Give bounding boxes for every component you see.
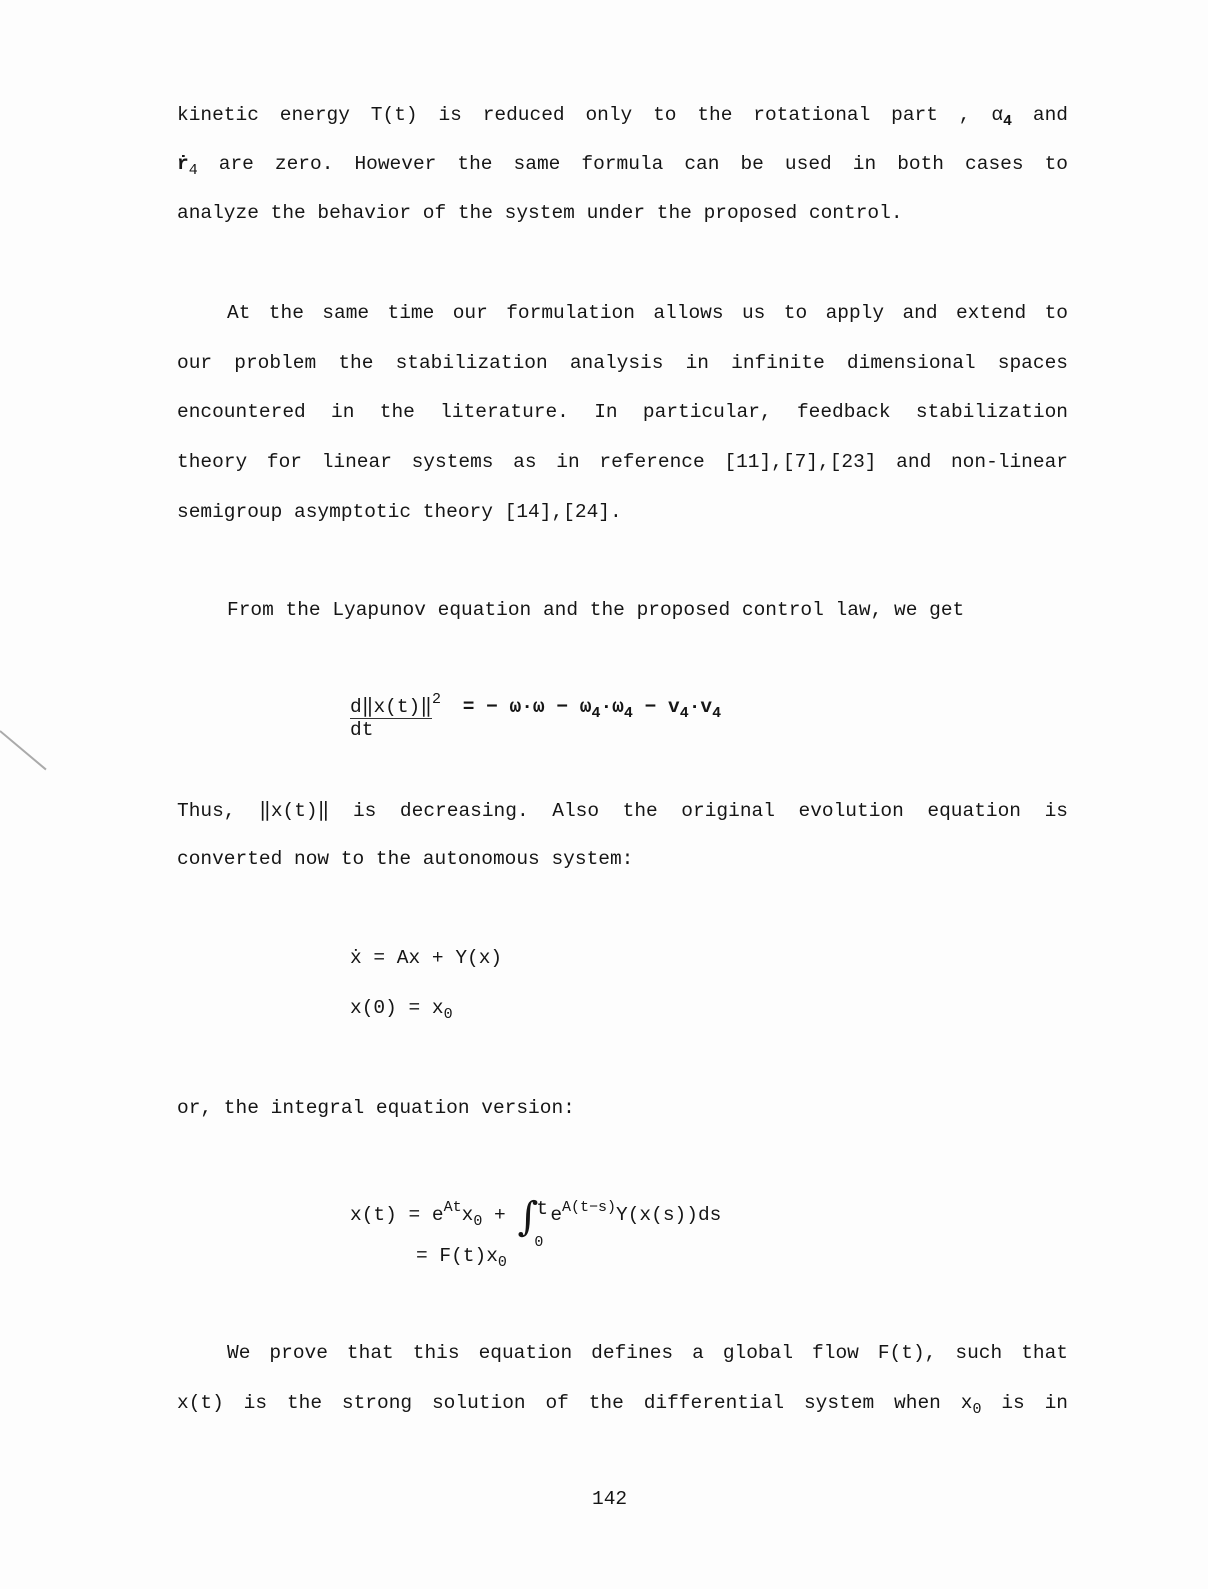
flow-equation: = $F(t)x_0$ bbox=[416, 1245, 507, 1271]
paragraph-line: or, the integral equation version: bbox=[177, 1097, 575, 1119]
paragraph-line: analyze the behavior of the system under the proposed control. bbox=[177, 202, 903, 224]
paragraph-line: We prove that this equation defines a global flow F(t), such that bbox=[227, 1342, 1068, 1364]
lyapunov-equation: d‖x(t)‖$^2$ = − $\omega\cdot\omega - \omega_4\cdot\omega_4 - v_4\cdot v_4$ dt bbox=[350, 691, 722, 741]
page-number: 142 bbox=[592, 1488, 628, 1510]
paragraph-line: From the Lyapunov equation and the proposed control law, we get bbox=[227, 599, 965, 621]
paragraph-line: x(t) is the strong solution of the differential system when $x_0$ is in bbox=[177, 1392, 1068, 1418]
paragraph-line: Thus, ‖x(t)‖ is decreasing. Also the original evolution equation is bbox=[177, 800, 1068, 822]
paragraph-line: kinetic energy T(t) is reduced only to the rotational part , $\alpha_4$ and bbox=[177, 104, 1068, 130]
initial-condition: $x(0) = x_0$ bbox=[350, 997, 453, 1023]
paragraph-line: ṙ$_4$ are zero. However the same formula can be used in both cases to bbox=[177, 153, 1068, 179]
paragraph-line: semigroup asymptotic theory [14],[24]. bbox=[177, 501, 622, 523]
system-equation: ẋ = Ax + Y(x) bbox=[350, 947, 503, 969]
paragraph-line: At the same time our formulation allows us to apply and extend to bbox=[227, 302, 1068, 324]
scan-mark bbox=[0, 730, 47, 770]
paragraph-line: converted now to the autonomous system: bbox=[177, 848, 634, 870]
paragraph-line: theory for linear systems as in reference [11],[7],[23] and non-linear bbox=[177, 451, 1068, 473]
integral-equation: $x(t) = e^{At}x_0$ + ∫ t 0 $e^{A(t-s)}Y(x(s))ds$ bbox=[350, 1194, 722, 1251]
paragraph-line: our problem the stabilization analysis in infinite dimensional spaces bbox=[177, 352, 1068, 374]
paragraph-line: encountered in the literature. In particular, feedback stabilization bbox=[177, 401, 1068, 423]
